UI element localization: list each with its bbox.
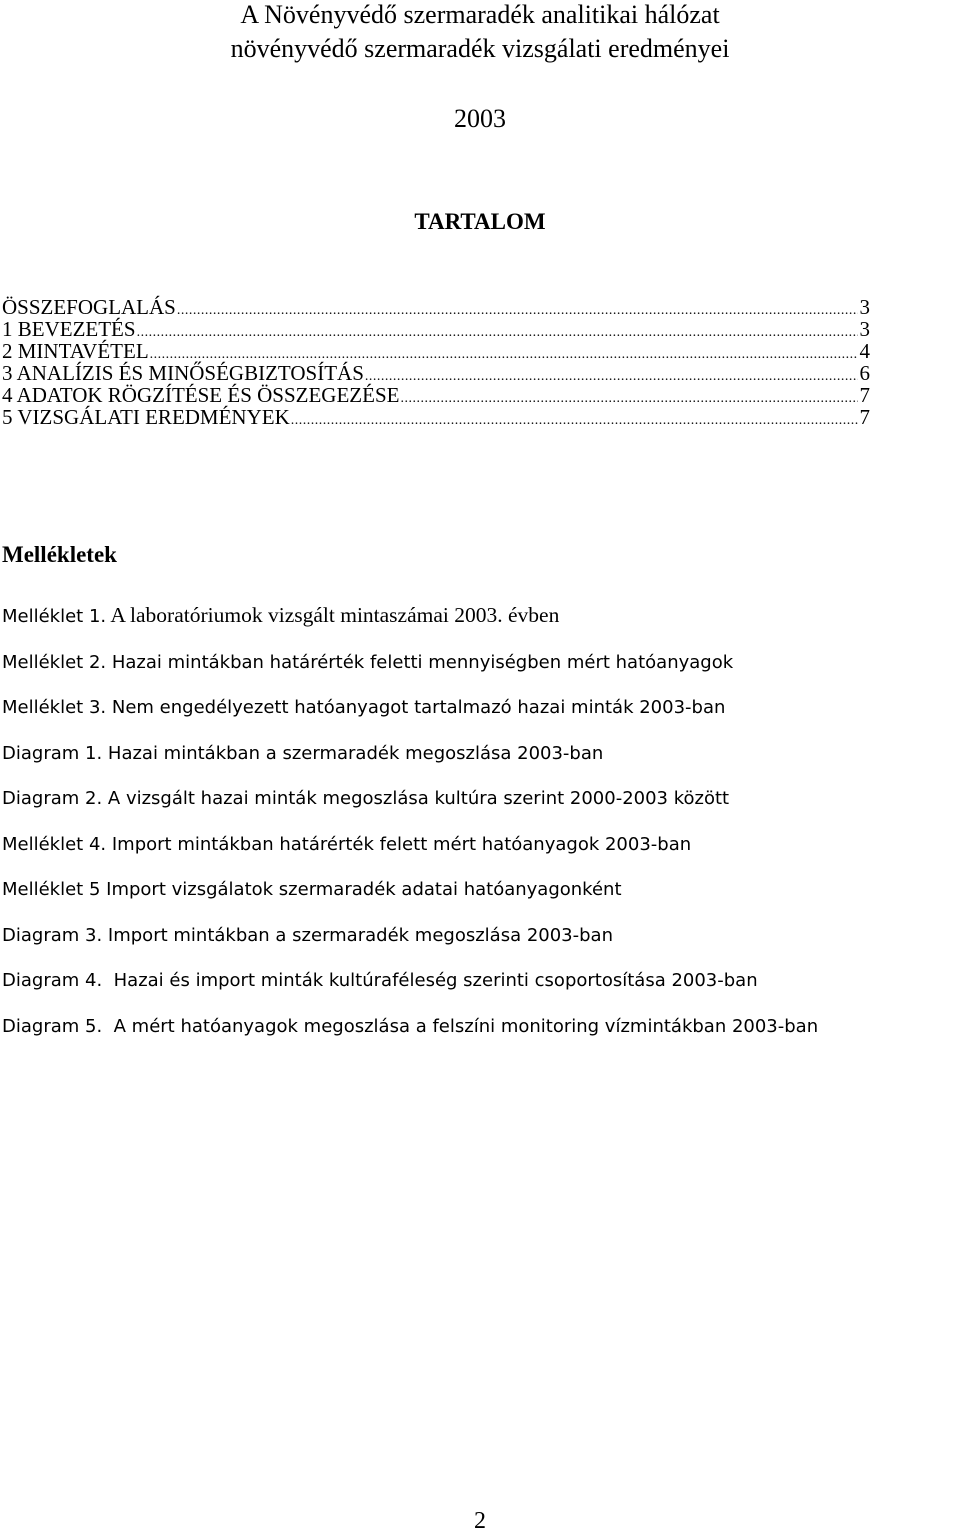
annex-item [2,648,960,694]
toc-entry[interactable] [2,296,870,318]
toc-entry-page: 4 [859,339,870,363]
document-year: 2003 [454,104,506,133]
toc-entry-title: 3 ANALÍZIS ÉS MINŐSÉGBIZTOSÍTÁS [2,361,364,385]
annex-label: Diagram 5. [2,1015,103,1037]
annex-label: Diagram 1. [2,742,103,764]
document-title-line-1: A Növényvédő szermaradék analitikai hálózat [240,0,720,29]
annex-text: Nem engedélyezett hatóanyagot tartalmazó hazai minták 2003-ban [106,697,726,718]
toc-entry-title: 2 MINTAVÉTEL [2,339,149,363]
annex-item [2,966,960,1012]
annex-item [2,784,960,830]
toc-leader-dots [291,410,858,432]
toc-leader-dots [400,388,857,410]
document-title-line-2: növényvédő szermaradék vizsgálati eredményei [230,34,730,63]
toc-entry-title: 1 BEVEZETÉS [2,317,136,341]
toc-entry-page: 7 [859,383,870,407]
annex-text: Hazai mintákban a szermaradék megoszlása 2003-ban [102,742,604,764]
annex-label: Melléklet 3. [2,697,107,718]
annex-text: A mért hatóanyagok megoszlása a felszíni monitoring vízmintákban 2003-ban [102,1015,819,1037]
annex-text: Hazai és import minták kultúraféleség szerinti csoportosítása 2003-ban [102,970,758,991]
page-number: 2 [474,1508,486,1534]
toc-leader-dots [137,322,858,344]
annex-text: Import mintákban határérték felett mért hatóanyagok 2003-ban [106,833,692,855]
toc-leader-dots [365,366,858,388]
toc-entry[interactable] [2,384,870,406]
annex-item [2,875,960,921]
toc-entry-page: 6 [859,361,870,385]
toc-entry-page: 3 [859,295,870,319]
toc-entry-title: 4 ADATOK RÖGZÍTÉSE ÉS ÖSSZEGEZÉSE [2,383,400,407]
annex-item [2,739,960,785]
annex-item [2,830,960,876]
annex-text: Hazai mintákban határérték feletti mennyiségben mért hatóanyagok [106,651,734,673]
toc-heading: TARTALOM [414,209,546,234]
annex-label: Diagram 3. [2,924,103,946]
annex-label: Diagram 2. [2,788,103,809]
annex-item [2,693,960,739]
annex-label: Melléklet 1. [2,606,107,627]
annex-label: Melléklet 2. [2,651,107,673]
toc-entry[interactable] [2,406,870,428]
annex-item [2,1012,960,1058]
annex-text: Import mintákban a szermaradék megoszlása 2003-ban [102,924,613,946]
toc-entry[interactable] [2,362,870,384]
toc-entry-title: ÖSSZEFOGLALÁS [2,295,176,319]
annex-item [2,921,960,967]
toc-entry-title: 5 VIZSGÁLATI EREDMÉNYEK [2,405,290,429]
annex-label: Melléklet 4. [2,833,107,855]
annex-text: Import vizsgálatok szermaradék adatai hatóanyagonként [100,879,622,900]
annex-label: Diagram 4. [2,970,103,991]
annex-item [2,602,960,648]
toc-entry[interactable] [2,340,870,362]
table-of-contents [2,296,870,428]
annex-text: A vizsgált hazai minták megoszlása kultúra szerint 2000-2003 között [102,788,730,809]
annex-text: A laboratóriumok vizsgált mintaszámai 2003. évben [106,603,560,627]
toc-leader-dots [177,300,858,322]
annex-list [2,602,960,1057]
annex-heading: Mellékletek [2,542,117,567]
annex-label: Melléklet 5 [2,879,101,900]
toc-entry-page: 3 [859,317,870,341]
toc-entry-page: 7 [859,405,870,429]
toc-entry[interactable] [2,318,870,340]
